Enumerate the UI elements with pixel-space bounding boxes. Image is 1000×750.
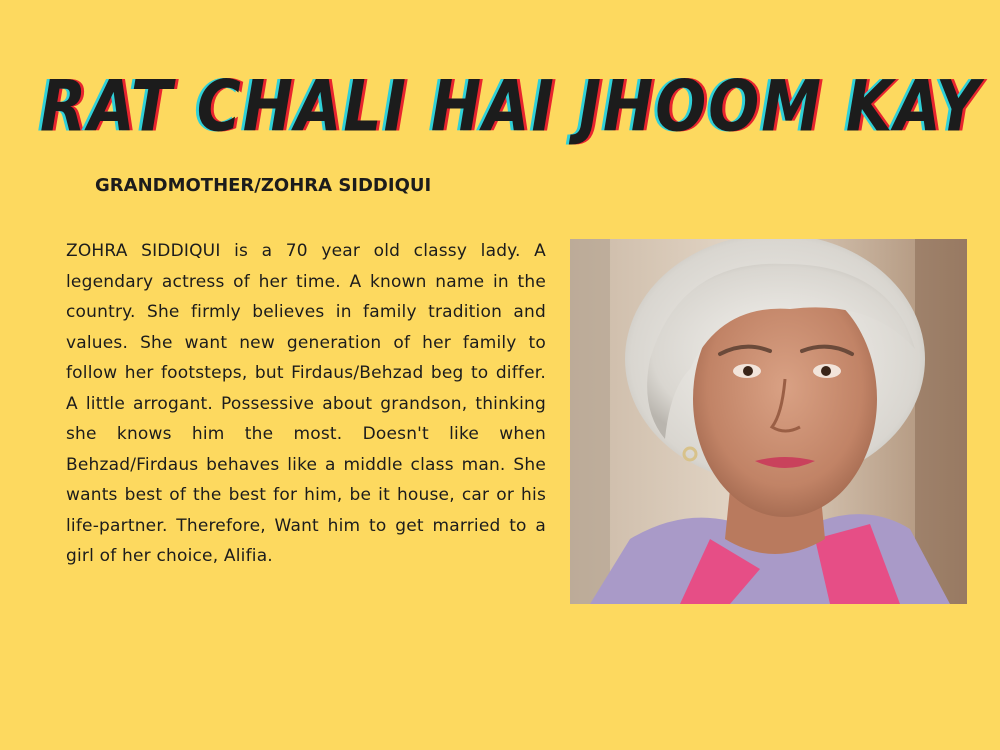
page-title: RAT CHALI HAI JHOOM KAY — [40, 65, 982, 149]
character-description: ZOHRA SIDDIQUI is a 70 year old classy lady. A legendary actress of her time. A known name in the country. She firmly believes in family tradition and values. She want new generation of her family to follow her footsteps, but Firdaus/Behzad beg to differ. A little arrogant. Possessive about grandson, thinking she knows him the most. Doesn't like when Behzad/Firdaus behaves like a middle class man. She wants best of the best for him, be it house, car or his life-partner. Therefore, Want him to get married to a girl of her choice, Alifia. — [66, 241, 546, 566]
character-photo — [570, 239, 967, 604]
portrait-illustration — [570, 239, 967, 604]
character-subtitle: GRANDMOTHER/ZOHRA SIDDIQUI — [95, 175, 432, 196]
